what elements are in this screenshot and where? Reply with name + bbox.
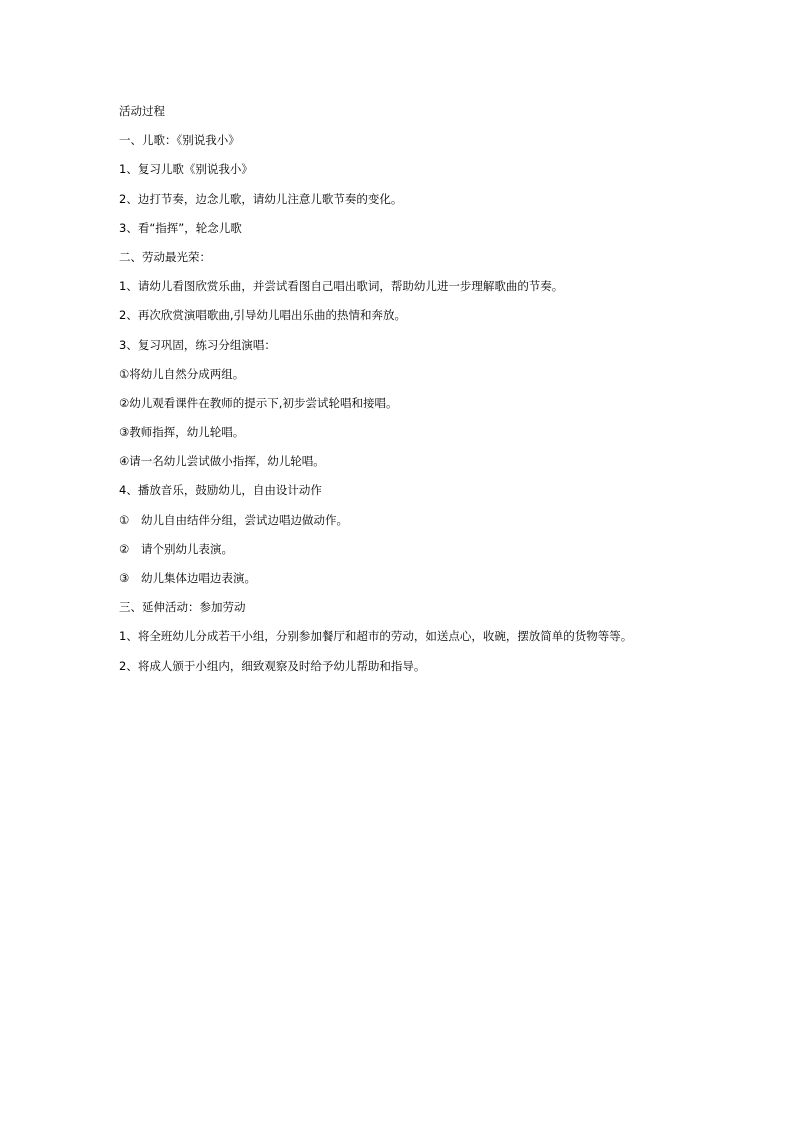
paragraph: 2、将成人颁于小组内，细致观察及时给予幼儿帮助和指导。 xyxy=(119,658,426,673)
list-marker: ② xyxy=(119,541,130,556)
indented-list-item xyxy=(119,539,679,568)
part-two-title: 二、劳动最光荣： xyxy=(119,249,211,264)
paragraph: 1、将全班幼儿分成若干小组，分别参加餐厅和超市的劳动，如送点心，收碗，摆放简单的货物等等。 xyxy=(119,629,633,644)
paragraph: ④请一名幼儿尝试做小指挥，幼儿轮唱。 xyxy=(119,454,325,469)
paragraph: ③教师指挥，幼儿轮唱。 xyxy=(119,425,245,440)
list-marker: ③ xyxy=(119,571,130,585)
paragraph: 1、复习儿歌《别说我小》 xyxy=(119,162,253,177)
paragraph: ①将幼儿自然分成两组。 xyxy=(119,366,245,381)
list-item-text: 请个别幼儿表演。 xyxy=(141,541,233,556)
paragraph: 2、边打节奏，边念儿歌，请幼儿注意儿歌节奏的变化。 xyxy=(119,191,403,206)
list-item-text: 幼儿集体边唱边表演。 xyxy=(141,571,256,585)
paragraph: 1、请幼儿看图欣赏乐曲，并尝试看图自己唱出歌词，帮助幼儿进一步理解歌曲的节奏。 xyxy=(119,279,564,294)
indented-list-item xyxy=(119,568,679,597)
part-three-title: 三、延伸活动：参加劳动 xyxy=(119,600,246,615)
section-heading: 活动过程 xyxy=(119,104,165,118)
document-body xyxy=(119,101,679,685)
part-one-title: 一、儿歌：《别说我小》 xyxy=(119,133,240,148)
indented-list-item xyxy=(119,510,679,539)
paragraph: 3、看“指挥”，轮念儿歌 xyxy=(119,220,242,235)
list-item-text: 幼儿自由结伴分组，尝试边唱边做动作。 xyxy=(141,512,348,527)
paragraph: 4、播放音乐，鼓励幼儿，自由设计动作 xyxy=(119,483,322,498)
paragraph: 3、复习巩固，练习分组演唱： xyxy=(119,337,276,352)
list-marker: ① xyxy=(119,512,130,527)
paragraph: ②幼儿观看课件在教师的提示下,初步尝试轮唱和接唱。 xyxy=(119,395,398,410)
paragraph: 2、再次欣赏演唱歌曲,引导幼儿唱出乐曲的热情和奔放。 xyxy=(119,308,406,323)
